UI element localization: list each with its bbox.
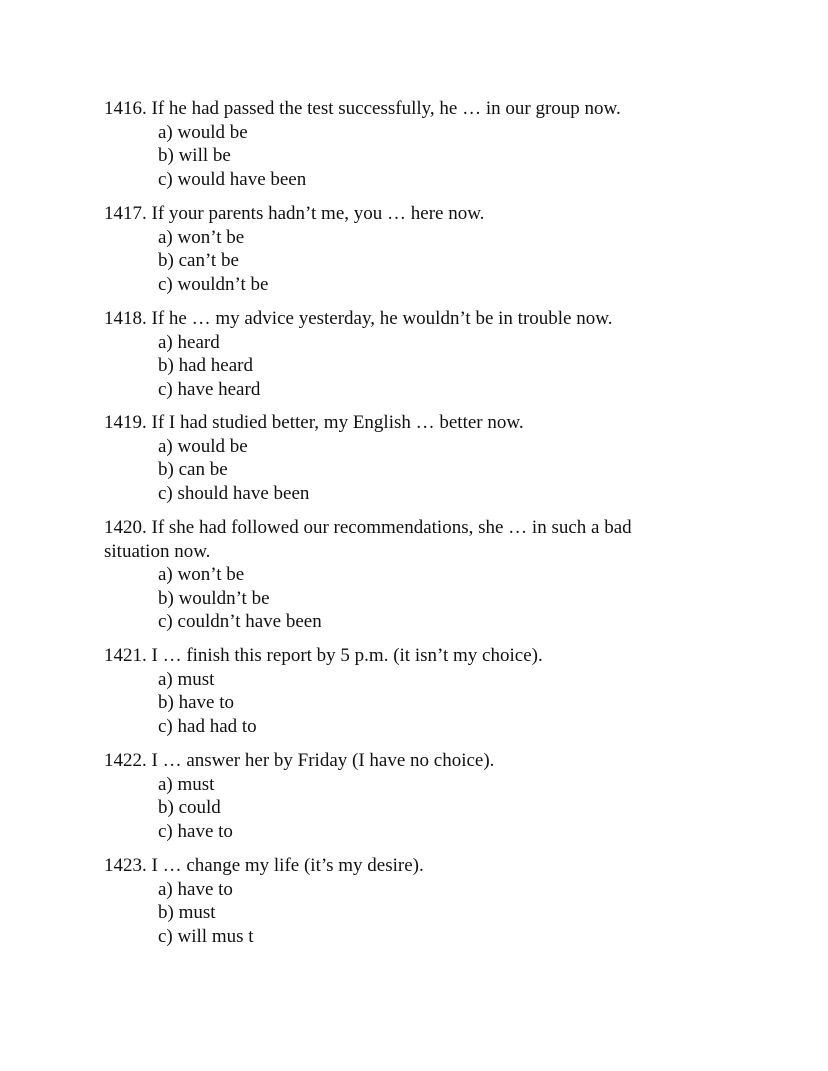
answer-option-c: c) have to: [158, 820, 233, 842]
answer-option-c: c) should have been: [158, 482, 310, 504]
question-1418: [104, 307, 704, 401]
question-1421: [104, 644, 704, 738]
answer-option-b: b) must: [158, 902, 216, 923]
answer-option-a: a) must: [158, 668, 215, 690]
question-stem: 1422. I … answer her by Friday (I have no choice).: [104, 750, 495, 771]
question-1423: [104, 854, 704, 948]
question-1416: [104, 97, 704, 191]
question-1417: [104, 202, 704, 296]
question-stem: 1421. I … finish this report by 5 p.m. (it isn’t my choice).: [104, 645, 543, 666]
answer-option-b: b) can’t be: [158, 250, 239, 271]
question-stem: 1423. I … change my life (it’s my desire).: [104, 855, 424, 876]
answer-option-a: a) have to: [158, 878, 233, 900]
answer-option-a: a) won’t be: [158, 564, 245, 585]
answer-option-a: a) would be: [158, 435, 248, 457]
question-stem: 1418. If he … my advice yesterday, he wouldn’t be in trouble now.: [104, 308, 613, 329]
answer-option-b: b) had heard: [158, 355, 253, 376]
answer-option-a: a) heard: [158, 331, 220, 353]
answer-option-a: a) won’t be: [158, 226, 245, 248]
answer-option-b: b) can be: [158, 459, 228, 480]
answer-option-c: c) wouldn’t be: [158, 273, 269, 295]
answer-option-c: c) will mus t: [158, 925, 254, 947]
answer-option-b: b) will be: [158, 145, 231, 166]
question-stem: 1416. If he had passed the test successfully, he … in our group now.: [104, 98, 621, 119]
answer-option-c: c) have heard: [158, 378, 261, 400]
question-1420: [104, 516, 704, 634]
question-stem: 1420. If she had followed our recommendations, she … in such a bad situation now.: [104, 517, 632, 562]
answer-option-b: b) have to: [158, 692, 234, 713]
answer-option-a: a) would be: [158, 121, 248, 143]
answer-option-c: c) couldn’t have been: [158, 611, 322, 632]
answer-option-b: b) wouldn’t be: [158, 587, 270, 609]
answer-option-c: c) had had to: [158, 715, 257, 737]
question-1419: [104, 411, 704, 505]
question-stem: 1417. If your parents hadn’t me, you … here now.: [104, 203, 485, 224]
question-1422: [104, 749, 704, 843]
question-stem: 1419. If I had studied better, my English … better now.: [104, 412, 524, 433]
answer-option-c: c) would have been: [158, 168, 307, 190]
answer-option-b: b) could: [158, 797, 221, 818]
answer-option-a: a) must: [158, 773, 215, 795]
